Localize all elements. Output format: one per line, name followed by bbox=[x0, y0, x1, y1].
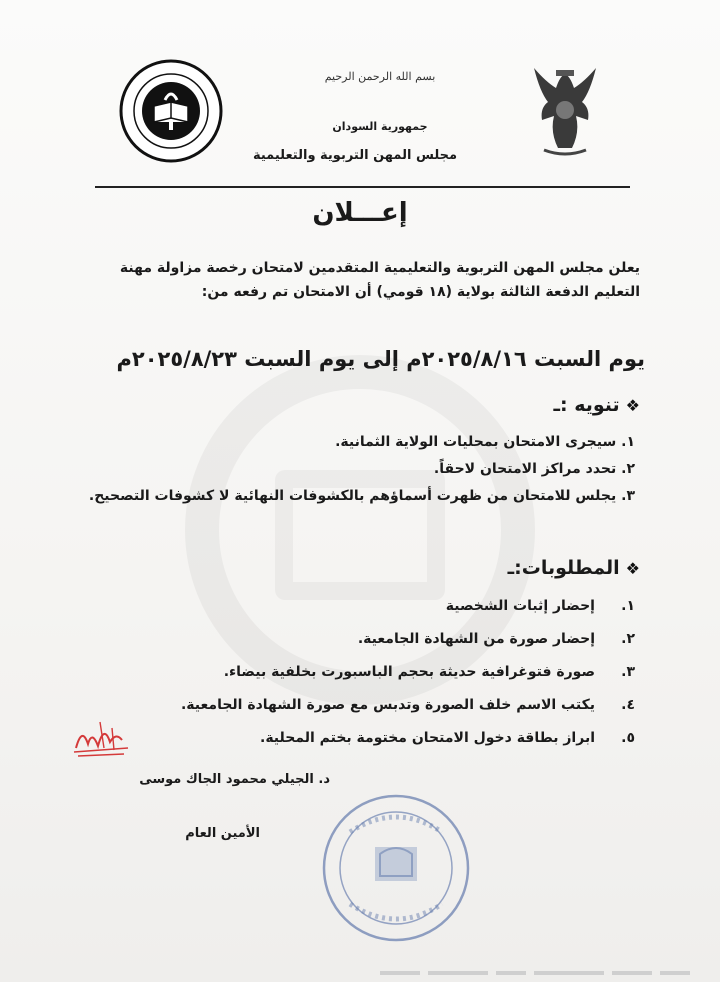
signer-name: د. الجيلي محمود الجاك موسى bbox=[139, 772, 330, 787]
note-item: ٢. تحدد مراكز الامتحان لاحقاً. bbox=[433, 461, 635, 477]
announcement-body: يعلن مجلس المهن التربوية والتعليمية المتقدمين لامتحان رخصة مزاولة مهنة التعليم الدفعة الثالثة بولاية (١٨ قومي) أن الامتحان تم رفعه من: bbox=[119, 260, 640, 300]
list-item bbox=[180, 631, 635, 664]
item-text: ابراز بطاقة دخول الامتحان مختومة بختم المحلية. bbox=[260, 730, 595, 746]
requirements-heading-label: المطلوبات:ـ bbox=[507, 557, 620, 579]
faint-footer-text bbox=[380, 968, 700, 978]
list-item bbox=[180, 598, 635, 631]
council-name: مجلس المهن التربوية والتعليمية bbox=[252, 148, 458, 163]
signer-position: الأمين العام bbox=[185, 826, 260, 841]
basmala: بسم الله الرحمن الرحيم bbox=[324, 70, 436, 83]
official-stamp bbox=[320, 792, 472, 944]
item-text: يكتب الاسم خلف الصورة وتدبس مع صورة الشهادة الجامعية. bbox=[180, 697, 595, 713]
requirements-heading bbox=[430, 557, 640, 579]
item-text: صورة فتوغرافية حديثة بحجم الباسبورت بخلفية بيضاء. bbox=[223, 664, 595, 680]
sudan-emblem bbox=[520, 58, 610, 160]
notes-list bbox=[70, 430, 635, 511]
item-text: إحضار صورة من الشهادة الجامعية. bbox=[357, 631, 595, 647]
list-item bbox=[180, 730, 635, 763]
item-number: ١. bbox=[621, 598, 635, 614]
list-item bbox=[180, 697, 635, 730]
item-number: ٥. bbox=[621, 730, 635, 746]
requirements-list bbox=[180, 598, 635, 763]
list-item bbox=[180, 664, 635, 697]
note-item: ١. سيجرى الامتحان بمحليات الولاية الثمانية. bbox=[335, 434, 635, 450]
notes-heading-label: تنويه :ـ bbox=[553, 394, 620, 416]
announcement-title: إعـــلان bbox=[312, 198, 408, 228]
exam-dates: يوم السبت ٢٠٢٥/٨/١٦م إلى يوم السبت ٢٠٢٥/٨/٢٣م bbox=[116, 347, 645, 371]
item-number: ٤. bbox=[621, 697, 635, 713]
note-item: ٣. يجلس للامتحان من ظهرت أسماؤهم بالكشوفات النهائية لا كشوفات التصحيح. bbox=[88, 488, 635, 504]
header-divider bbox=[95, 186, 630, 188]
country-name: جمهورية السودان bbox=[332, 120, 428, 133]
item-text: إحضار إثبات الشخصية bbox=[445, 598, 595, 614]
item-number: ٢. bbox=[621, 631, 635, 647]
diamond-bullet-icon: ❖ bbox=[625, 559, 640, 578]
handwritten-signature bbox=[70, 718, 135, 760]
notes-heading bbox=[430, 394, 640, 416]
council-logo bbox=[118, 58, 224, 164]
item-number: ٣. bbox=[621, 664, 635, 680]
diamond-bullet-icon: ❖ bbox=[625, 396, 640, 415]
